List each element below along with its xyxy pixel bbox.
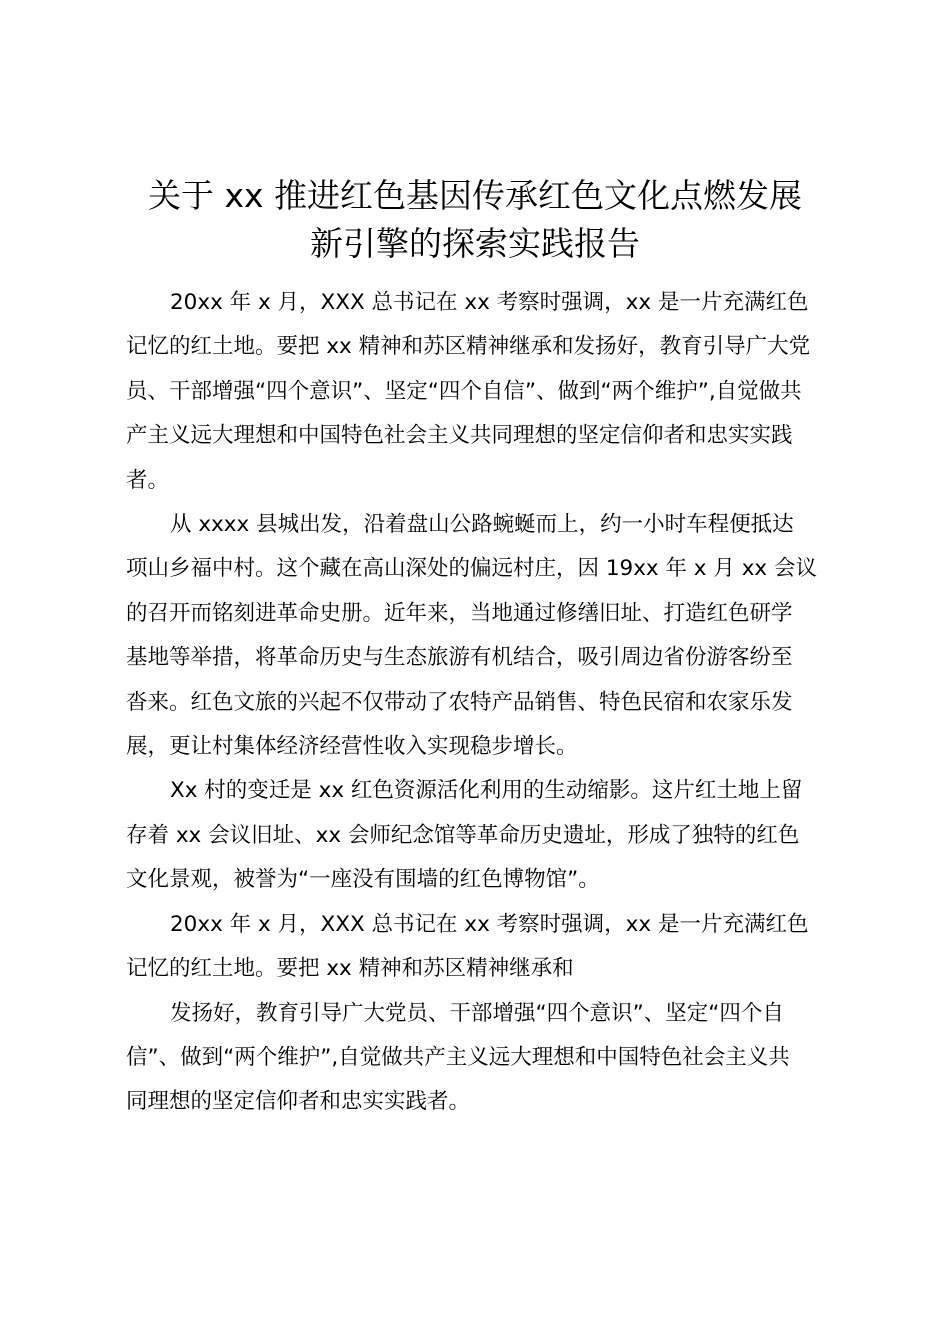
paragraph-line: 产主义远大理想和中国特色社会主义共同理想的坚定信仰者和忠实实践	[126, 423, 793, 449]
paragraph-line: 从 xxxx 县城出发，沿着盘山公路蜿蜒而上，约一小时车程便抵达	[170, 512, 794, 538]
paragraph-line: 20xx 年 x 月，XXX 总书记在 xx 考察时强调，xx 是一片充满红色	[170, 911, 809, 937]
paragraph	[126, 281, 836, 503]
paragraph-line: 存着 xx 会议旧址、xx 会师纪念馆等革命历史遗址，形成了独特的红色	[126, 822, 800, 848]
paragraph	[126, 992, 836, 1125]
paragraph-line: 信”、做到“两个维护”,自觉做共产主义远大理想和中国特色社会主义共	[126, 1044, 790, 1070]
paragraph-line: 发扬好，教育引导广大党员、干部增强“四个意识”、坚定“四个自	[170, 1000, 784, 1026]
paragraph-line: Xx 村的变迁是 xx 红色资源活化利用的生动缩影。这片红土地上留	[170, 778, 803, 804]
paragraph	[126, 903, 836, 992]
title-line: 新引擎的探索实践报告	[310, 224, 640, 263]
paragraph-line: 项山乡福中村。这个藏在高山深处的偏远村庄，因 19xx 年 x 月 xx 会议	[126, 556, 817, 582]
paragraph-line: 展，更让村集体经济经营性收入实现稳步增长。	[126, 734, 578, 760]
paragraph	[126, 503, 836, 769]
paragraph-line: 20xx 年 x 月，XXX 总书记在 xx 考察时强调，xx 是一片充满红色	[170, 290, 809, 315]
title-line: 关于 xx 推进红色基因传承红色文化点燃发展	[147, 176, 803, 215]
document-title	[120, 172, 830, 268]
paragraph-line: 文化景观，被誉为“一座没有围墙的红色博物馆”。	[126, 867, 600, 893]
document-body	[126, 281, 836, 1125]
paragraph-line: 同理想的坚定信仰者和忠实实践者。	[126, 1089, 471, 1115]
paragraph-line: 的召开而铭刻进革命史册。近年来，当地通过修缮旧址、打造红色研学	[126, 600, 793, 626]
paragraph-line: 者。	[126, 467, 170, 493]
paragraph-line: 记忆的红土地。要把 xx 精神和苏区精神继承和	[126, 956, 574, 982]
paragraph-line: 记忆的红土地。要把 xx 精神和苏区精神继承和发扬好，教育引导广大党	[126, 334, 811, 360]
paragraph-line: 沓来。红色文旅的兴起不仅带动了农特产品销售、特色民宿和农家乐发	[126, 689, 793, 715]
paragraph-line: 基地等举措，将革命历史与生态旅游有机结合，吸引周边省份游客纷至	[126, 645, 793, 671]
paragraph	[126, 769, 836, 902]
paragraph-line: 员、干部增强“四个意识”、坚定“四个自信”、做到“两个维护”,自觉做共	[126, 378, 802, 404]
